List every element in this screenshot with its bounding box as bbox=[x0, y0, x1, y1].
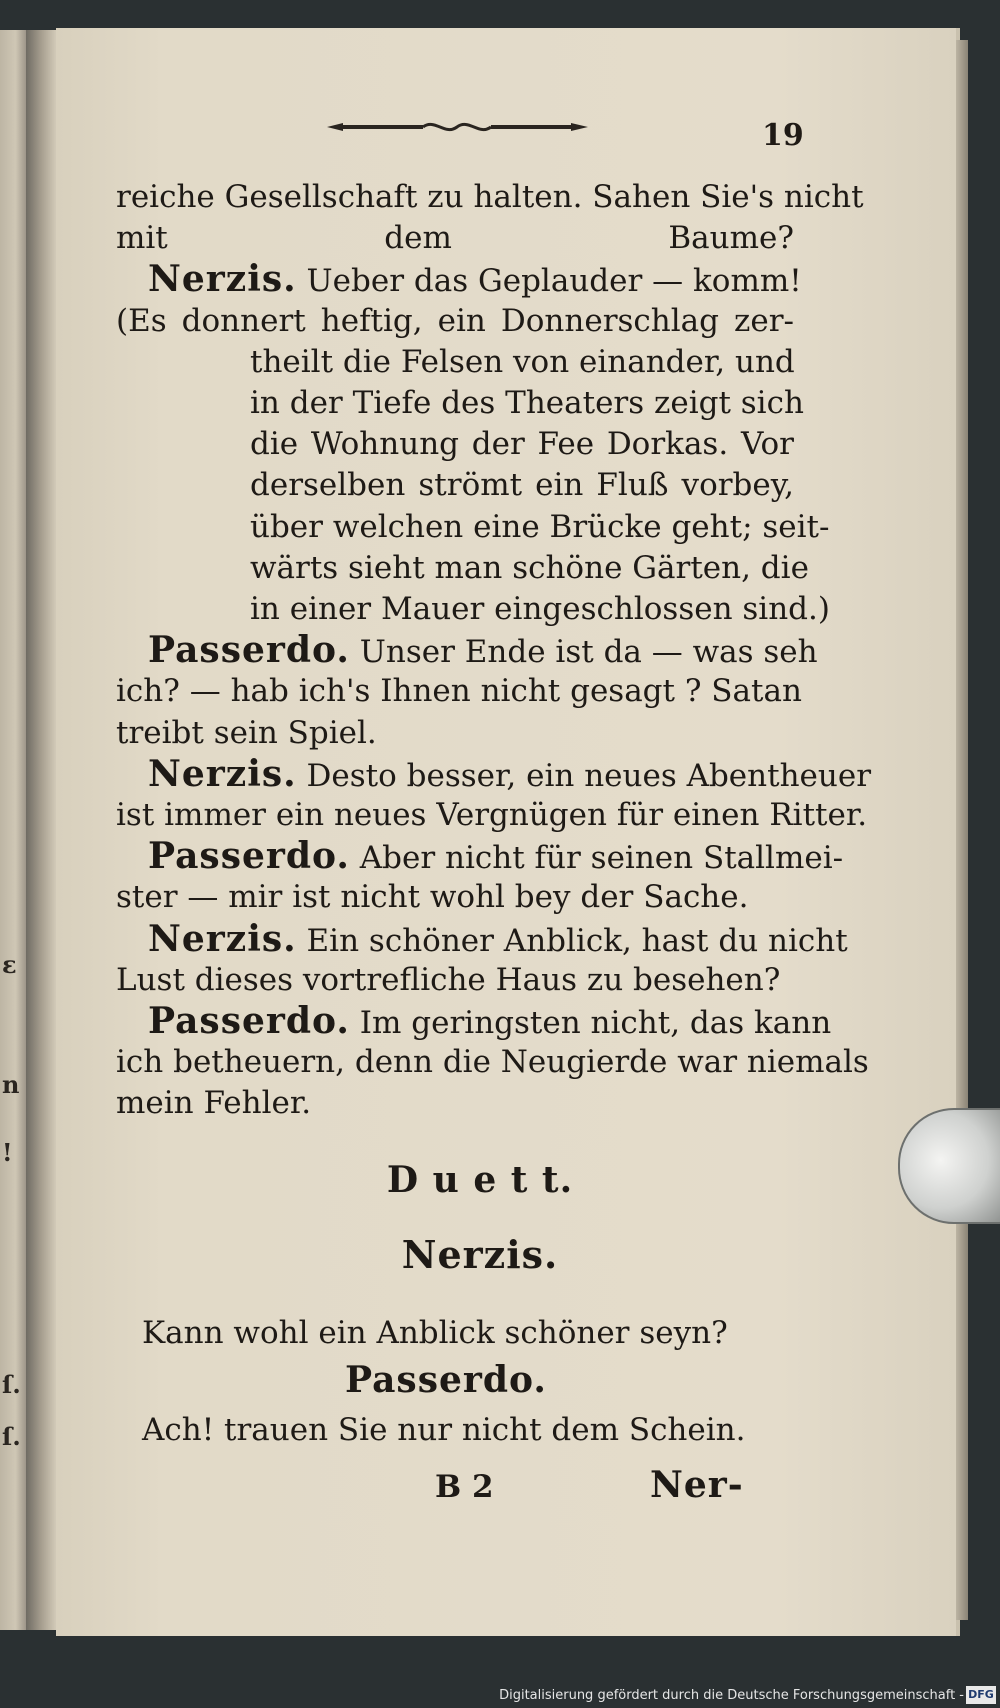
duet-line-1: Kann wohl ein Anblick schöner seyn? bbox=[142, 1315, 728, 1351]
text-line bbox=[116, 1083, 794, 1123]
duet-speaker-passerdo: Passerdo. bbox=[345, 1359, 547, 1401]
text-line bbox=[116, 795, 868, 835]
text-line bbox=[116, 301, 794, 341]
left-page-fragment: ſ. bbox=[2, 1370, 21, 1399]
line-text: Lust dieses vortrefliche Haus zu besehen? bbox=[116, 961, 781, 998]
page-number: 19 bbox=[762, 118, 804, 153]
left-page-edge bbox=[0, 30, 26, 1630]
text-line bbox=[116, 671, 802, 711]
speaker-name: Passerdo. bbox=[148, 629, 350, 672]
speaker-name: Nerzis. bbox=[148, 258, 297, 301]
line-text: derselben strömt ein Fluß vorbey, bbox=[250, 467, 794, 504]
text-line bbox=[116, 877, 794, 917]
line-text: mit dem Baume? bbox=[116, 220, 794, 257]
text-line bbox=[250, 548, 809, 588]
text-line bbox=[250, 507, 830, 547]
dfg-logo: DFG bbox=[966, 1686, 996, 1704]
line-text: Ein schöner Anblick, hast du nicht bbox=[296, 922, 848, 959]
text-line bbox=[116, 177, 864, 217]
line-text: die Wohnung der Fee Dorkas. Vor bbox=[250, 426, 794, 463]
speaker-name: Passerdo. bbox=[148, 1000, 350, 1042]
left-page-fragment: ſ. bbox=[2, 1422, 21, 1451]
page-edge bbox=[956, 40, 968, 1620]
text-line bbox=[250, 465, 794, 505]
line-text: in einer Mauer eingeschlossen sind.) bbox=[250, 591, 830, 627]
text-line bbox=[250, 383, 804, 423]
text-line bbox=[148, 258, 802, 301]
duet-speaker-nerzis: Nerzis. bbox=[401, 1232, 559, 1277]
line-text: Aber nicht für seinen Stallmei- bbox=[349, 840, 844, 877]
left-page-fragment: ɛ bbox=[2, 950, 17, 979]
line-text: Desto besser, ein neues Abentheuer bbox=[296, 757, 872, 794]
text-line bbox=[116, 1042, 869, 1082]
line-text: mein Fehler. bbox=[116, 1085, 312, 1122]
text-line bbox=[148, 752, 872, 796]
line-text: wärts sieht man schöne Gärten, die bbox=[250, 549, 809, 586]
credit-text: Digitalisierung gefördert durch die Deutsche Forschungsgemeinschaft - bbox=[499, 1688, 964, 1703]
left-page-fragment: n bbox=[2, 1070, 20, 1099]
text-line bbox=[148, 1000, 832, 1043]
text-line bbox=[250, 342, 794, 382]
line-text: ich betheuern, denn die Neugierde war niemals bbox=[116, 1044, 869, 1081]
speaker-name: Passerdo. bbox=[148, 835, 350, 878]
duet-line-2: Ach! trauen Sie nur nicht dem Schein. bbox=[142, 1412, 746, 1448]
duet-heading: D u e t t. bbox=[386, 1159, 574, 1201]
text-line bbox=[148, 835, 844, 878]
line-text: Im geringsten nicht, das kann bbox=[349, 1005, 832, 1041]
line-text: Unser Ende ist da — was seh bbox=[349, 634, 818, 671]
text-line bbox=[250, 589, 830, 629]
text-line bbox=[250, 424, 794, 464]
text-line bbox=[148, 629, 818, 672]
line-text: über welchen eine Brücke geht; seit- bbox=[250, 508, 830, 545]
speaker-name: Nerzis. bbox=[148, 917, 297, 960]
left-page-fragment: ! bbox=[2, 1138, 13, 1167]
catchword: Ner- bbox=[650, 1464, 744, 1506]
text-line bbox=[116, 218, 794, 258]
ornament-rule-icon bbox=[325, 120, 590, 134]
line-text: ich? — hab ich's Ihnen nicht gesagt ? Satan bbox=[116, 673, 802, 710]
line-text: reiche Gesellschaft zu halten. Sahen Sie's nicht bbox=[116, 179, 864, 215]
text-line bbox=[148, 917, 848, 961]
line-text: (Es donnert heftig, ein Donnerschlag zer- bbox=[116, 302, 794, 339]
page-clip bbox=[898, 1108, 1000, 1224]
line-text: in der Tiefe des Theaters zeigt sich bbox=[250, 385, 804, 421]
speaker-name: Nerzis. bbox=[148, 752, 297, 795]
book-gutter bbox=[26, 30, 56, 1630]
text-line bbox=[116, 960, 794, 1000]
line-text: theilt die Felsen von einander, und bbox=[250, 343, 795, 380]
line-text: ster — mir ist nicht wohl bey der Sache. bbox=[116, 879, 749, 916]
line-text: Ueber das Geplauder — komm! bbox=[296, 263, 802, 300]
signature-mark: B 2 bbox=[435, 1469, 494, 1505]
line-text: ist immer ein neues Vergnügen für einen Ritter. bbox=[116, 797, 868, 833]
text-line bbox=[116, 713, 794, 753]
line-text: treibt sein Spiel. bbox=[116, 714, 377, 751]
